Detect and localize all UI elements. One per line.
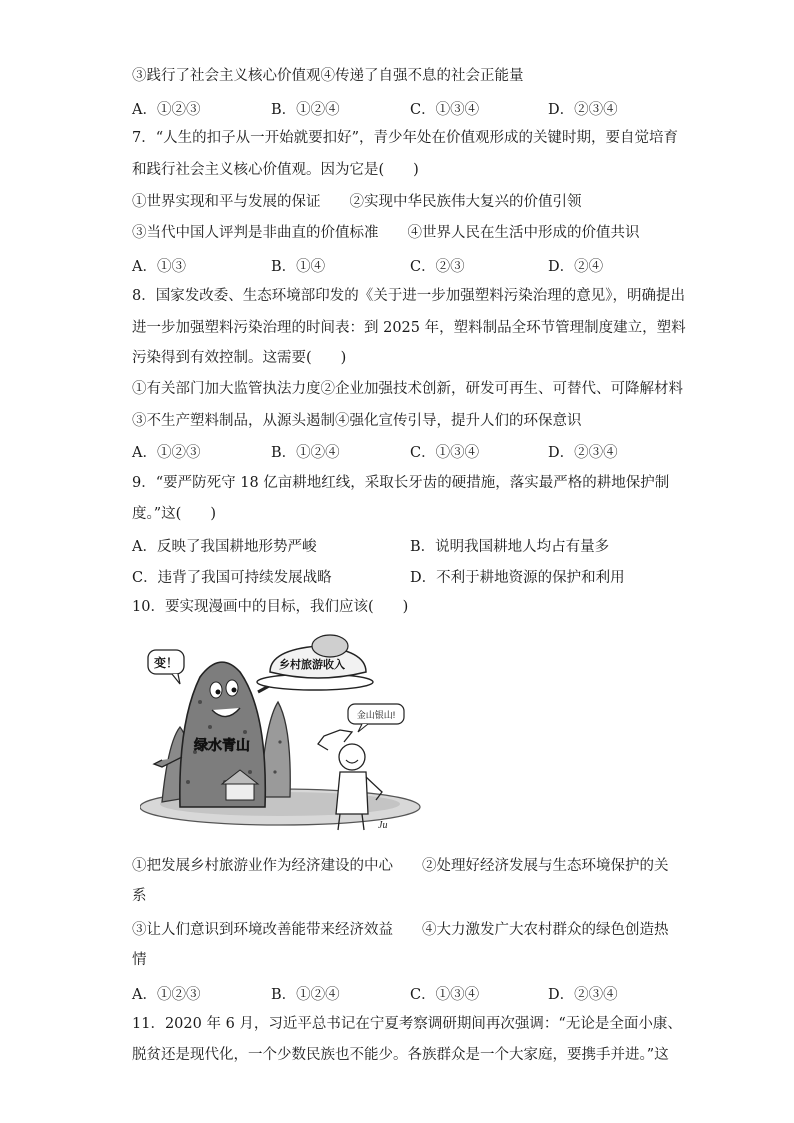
q9-option-b[interactable]: B．说明我国耕地人均占有量多	[410, 539, 610, 555]
man-head	[339, 744, 365, 770]
q9-option-a[interactable]: A．反映了我国耕地形势严峻	[132, 539, 317, 555]
q8-stem-line-1: 8．国家发改委、生态环境部印发的《关于进一步加强塑料污染治理的意见》，明确提出	[132, 288, 685, 304]
q9-stem-line-1: 9．“要严防死守 18 亿亩耕地红线，采取长牙齿的硬措施，落实最严格的耕地保护制	[132, 475, 670, 491]
ingot-top	[312, 635, 348, 657]
q7-options	[132, 255, 632, 275]
q11-stem-line-2: 脱贫还是现代化，一个少数民族也不能少。各族群众是一个大家庭，要携手并进。”这	[132, 1047, 669, 1063]
q9-options-row-1	[132, 535, 632, 555]
q6-option-d[interactable]: D．②③④	[548, 102, 618, 118]
q10-stem: 10．要实现漫画中的目标，我们应该( )	[132, 599, 409, 615]
q10-option-b[interactable]: B．①②④	[271, 987, 340, 1003]
q8-stem-line-2: 进一步加强塑料污染治理的时间表：到 2025 年，塑料制品全环节管理制度建立，塑料	[132, 320, 686, 336]
q7-option-b[interactable]: B．①④	[271, 259, 326, 275]
mountain-left-eye	[210, 682, 222, 698]
q8-options	[132, 441, 632, 461]
q6-option-c[interactable]: C．①③④	[410, 102, 480, 118]
q10-items-line-2: ③让人们意识到环境改善能带来经济效益 ④大力激发广大农村群众的绿色创造热	[132, 922, 669, 938]
q11-stem-line-1: 11．2020 年 6 月，习近平总书记在宁夏考察调研期间再次强调：“无论是全面小康、	[132, 1016, 682, 1032]
q8-option-b[interactable]: B．①②④	[271, 445, 340, 461]
right-bubble-text: 金山银山!	[356, 710, 396, 720]
q7-option-c[interactable]: C．②③	[410, 259, 465, 275]
q8-items-line-2: ③不生产塑料制品，从源头遏制④强化宣传引导，提升人们的环保意识	[132, 413, 582, 429]
q10-items-line-1-wrap: 系	[132, 888, 147, 904]
house	[226, 782, 254, 800]
q7-items-line-1: ①世界实现和平与发展的保证 ②实现中华民族伟大复兴的价值引领	[132, 194, 582, 210]
q9-option-c[interactable]: C．违背了我国可持续发展战略	[132, 570, 332, 586]
q6-options	[132, 98, 632, 118]
q10-option-d[interactable]: D．②③④	[548, 987, 618, 1003]
mountain-right-eye	[226, 680, 238, 696]
q10-option-c[interactable]: C．①③④	[410, 987, 480, 1003]
q7-stem-line-1: 7．“人生的扣子从一开始就要扣好”，青少年处在价值观形成的关键时期，要自觉培育	[132, 130, 679, 146]
q6-option-b[interactable]: B．①②④	[271, 102, 340, 118]
q10-items-line-2-wrap: 情	[132, 952, 147, 968]
q8-option-c[interactable]: C．①③④	[410, 445, 480, 461]
q6-option-a[interactable]: A．①②③	[132, 102, 201, 118]
q7-stem-line-2: 和践行社会主义核心价值观。因为它是( )	[132, 162, 419, 178]
artist-signature: Ju	[378, 820, 388, 831]
q10-options	[132, 983, 632, 1003]
q8-option-d[interactable]: D．②③④	[548, 445, 618, 461]
q8-option-a[interactable]: A．①②③	[132, 445, 201, 461]
q7-items-line-2: ③当代中国人评判是非曲直的价值标准 ④世界人民在生活中形成的价值共识	[132, 225, 640, 241]
ingot-label: 乡村旅游收入	[279, 659, 345, 671]
q7-option-d[interactable]: D．②④	[548, 259, 604, 275]
q10-option-a[interactable]: A．①②③	[132, 987, 201, 1003]
q10-items-line-1: ①把发展乡村旅游业作为经济建设的中心 ②处理好经济发展与生态环境保护的关	[132, 858, 669, 874]
q7-option-a[interactable]: A．①③	[132, 259, 186, 275]
q8-items-line-1: ①有关部门加大监管执法力度②企业加强技术创新，研发可再生、可替代、可降解材料	[132, 381, 683, 397]
q9-options-row-2	[132, 566, 632, 586]
q9-stem-line-2: 度。”这( )	[132, 506, 216, 522]
cartoon-illustration	[140, 632, 440, 832]
q9-option-d[interactable]: D．不利于耕地资源的保护和利用	[410, 570, 625, 586]
q8-stem-line-3: 污染得到有效控制。这需要( )	[132, 350, 347, 366]
q6-statement-line: ③践行了社会主义核心价值观④传递了自强不息的社会正能量	[132, 68, 524, 84]
mountain-label: 绿水青山	[194, 737, 250, 753]
left-bubble-text: 变！	[153, 656, 179, 670]
man-body	[336, 772, 368, 814]
